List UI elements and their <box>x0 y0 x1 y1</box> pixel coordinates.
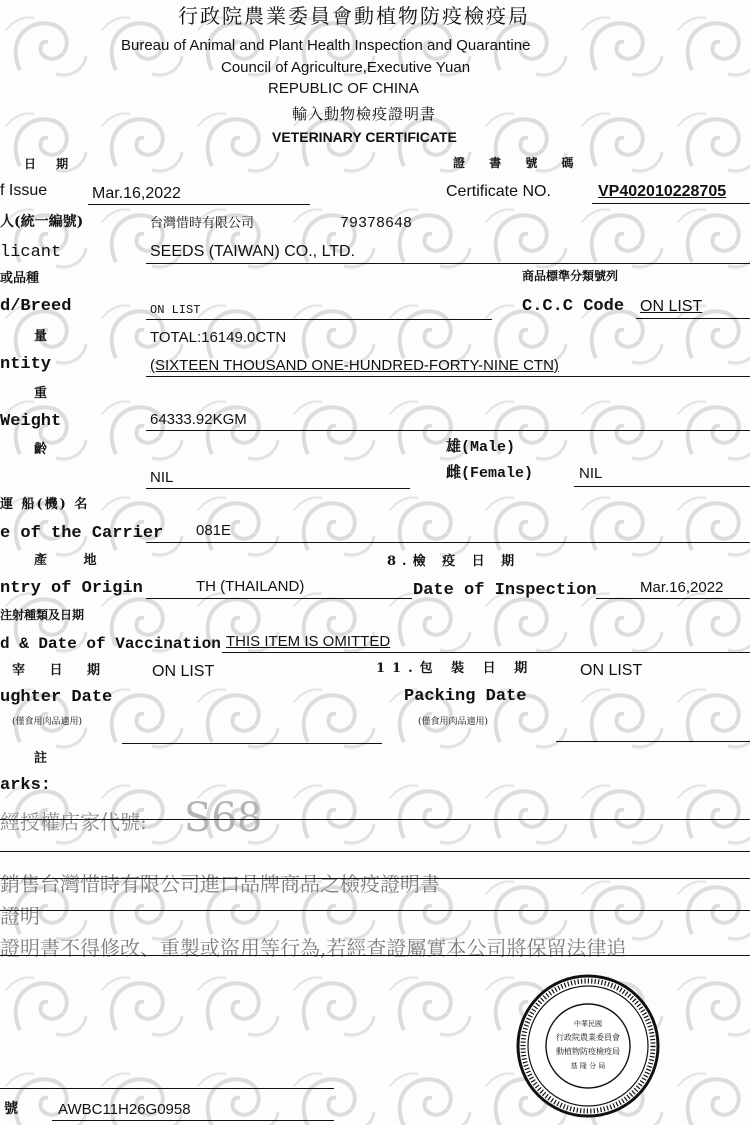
seal-line-2: 行政院農業委員會 <box>556 1033 620 1042</box>
remarks-line-3 <box>0 878 750 879</box>
breed-value: ON LIST <box>150 303 201 317</box>
breed-label: d/Breed <box>0 297 72 316</box>
vaccination-label: d & Date of Vaccination <box>0 635 221 653</box>
remarks-line-5 <box>0 955 750 956</box>
footer-number: AWBC11H26G0958 <box>58 1101 191 1118</box>
origin-label-zh: 產 地 <box>34 553 113 568</box>
remarks-line-2 <box>0 851 750 852</box>
seal-line-3: 動植物防疫檢疫局 <box>556 1047 620 1056</box>
ccc-label: C.C.C Code <box>522 297 625 316</box>
issue-date-label-zh: 日 期 <box>24 157 77 171</box>
weight-label-zh: 重 <box>34 386 48 401</box>
cert-no-value: VP402010228705 <box>598 183 727 200</box>
cert-no-label: Certificate NO. <box>446 183 551 200</box>
packing-label-zh: 11.包 裝 日 期 <box>376 661 535 676</box>
inspection-line <box>596 598 750 599</box>
quantity-label: ntity <box>0 355 52 374</box>
agency-name-chinese: 行政院農業委員會動植物防疫檢疫局 <box>178 4 530 28</box>
slaughter-note: (僅食用肉品適用) <box>12 717 83 727</box>
origin-value: TH (THAILAND) <box>196 578 305 595</box>
remarks-label: arks: <box>0 776 52 795</box>
certificate-title-english: VETERINARY CERTIFICATE <box>272 129 457 145</box>
breed-line <box>146 319 492 320</box>
issue-date-value: Mar.16,2022 <box>92 185 181 202</box>
issue-date-line <box>88 204 310 205</box>
applicant-label-zh: 人(統一編號) <box>0 214 84 230</box>
weight-line <box>146 430 750 431</box>
footer-top-line <box>0 1088 334 1089</box>
applicant-name-zh: 台灣惜時有限公司 <box>150 216 255 231</box>
cert-no-label-zh: 證 書 號 碼 <box>453 156 584 170</box>
agency-name-english: Bureau of Animal and Plant Health Inspection and Quarantine <box>121 37 531 54</box>
applicant-label: licant <box>0 243 62 262</box>
footer-number-line <box>52 1120 334 1121</box>
slaughter-label: ughter Date <box>0 688 113 707</box>
breed-label-zh: 或品種 <box>0 271 40 286</box>
vaccination-value: THIS ITEM IS OMITTED <box>226 633 391 650</box>
male-label: 雄(Male) <box>446 439 516 456</box>
weight-value: 64333.92KGM <box>150 411 247 428</box>
official-seal-stamp <box>514 972 662 1120</box>
quantity-line <box>146 376 750 377</box>
packing-value: ON LIST <box>580 662 643 679</box>
overlay-line-2: 銷售台灣惜時有限公司進口品牌商品之檢疫證明書 <box>0 872 440 896</box>
certificate-title-chinese: 輸入動物檢疫證明書 <box>292 105 437 123</box>
age-line <box>146 488 410 489</box>
inspection-label-zh: 8.檢 疫 日 期 <box>387 554 521 569</box>
inspection-value: Mar.16,2022 <box>640 579 724 596</box>
issue-date-label: f Issue <box>0 182 48 199</box>
ccc-label-zh: 商品標準分類號列 <box>522 269 619 283</box>
vaccination-label-zh: 注射種類及日期 <box>0 608 85 622</box>
applicant-line <box>146 263 750 264</box>
carrier-line <box>146 542 750 543</box>
packing-note: (僅食用肉品適用) <box>418 717 489 727</box>
age-label-zh: 齡 <box>34 442 48 457</box>
remarks-line-4 <box>0 910 750 911</box>
overlay-line-3: 證明 <box>0 904 40 928</box>
authorized-dealer-code: S68 <box>184 795 263 841</box>
origin-line <box>146 598 412 599</box>
authorized-dealer-label: 經授權店家代號: <box>0 810 147 834</box>
remarks-line-1 <box>0 819 750 820</box>
ccc-line <box>636 318 750 319</box>
slaughter-line <box>122 743 382 744</box>
country-name: REPUBLIC OF CHINA <box>268 80 419 97</box>
carrier-label: e of the Carrier <box>0 524 164 543</box>
applicant-name-en: SEEDS (TAIWAN) CO., LTD. <box>150 243 356 260</box>
quantity-label-zh: 量 <box>34 329 48 344</box>
packing-line <box>556 741 750 742</box>
inspection-label: Date of Inspection <box>413 581 597 600</box>
sex-value: NIL <box>579 465 603 482</box>
sex-line <box>574 486 750 487</box>
slaughter-label-zh: 宰 日 期 <box>12 663 111 678</box>
female-label: 雌(Female) <box>446 465 534 482</box>
carrier-label-zh: 運 船(機) 名 <box>0 497 90 512</box>
applicant-id: 79378648 <box>340 215 413 232</box>
quantity-total: TOTAL:16149.0CTN <box>150 329 287 346</box>
overlay-line-4: 證明書不得修改、重製或盜用等行為,若經查證屬實本公司將保留法律追 <box>0 936 627 960</box>
seal-line-1: 中華民國 <box>574 1020 602 1028</box>
cert-no-line <box>592 203 750 204</box>
ccc-value: ON LIST <box>640 298 703 315</box>
weight-label: Weight <box>0 412 62 431</box>
footer-label-zh: 號 <box>4 1101 18 1117</box>
council-name: Council of Agriculture,Executive Yuan <box>221 59 471 76</box>
slaughter-value: ON LIST <box>152 663 215 680</box>
seal-line-4: 基 隆 分 局 <box>570 1062 606 1070</box>
remarks-label-zh: 註 <box>34 751 48 766</box>
packing-label: Packing Date <box>404 687 527 706</box>
carrier-value: 081E <box>196 522 232 539</box>
age-value: NIL <box>150 469 174 486</box>
origin-label: ntry of Origin <box>0 579 143 598</box>
quantity-words: (SIXTEEN THOUSAND ONE-HUNDRED-FORTY-NINE CTN) <box>150 357 559 374</box>
vaccination-line <box>222 652 750 653</box>
